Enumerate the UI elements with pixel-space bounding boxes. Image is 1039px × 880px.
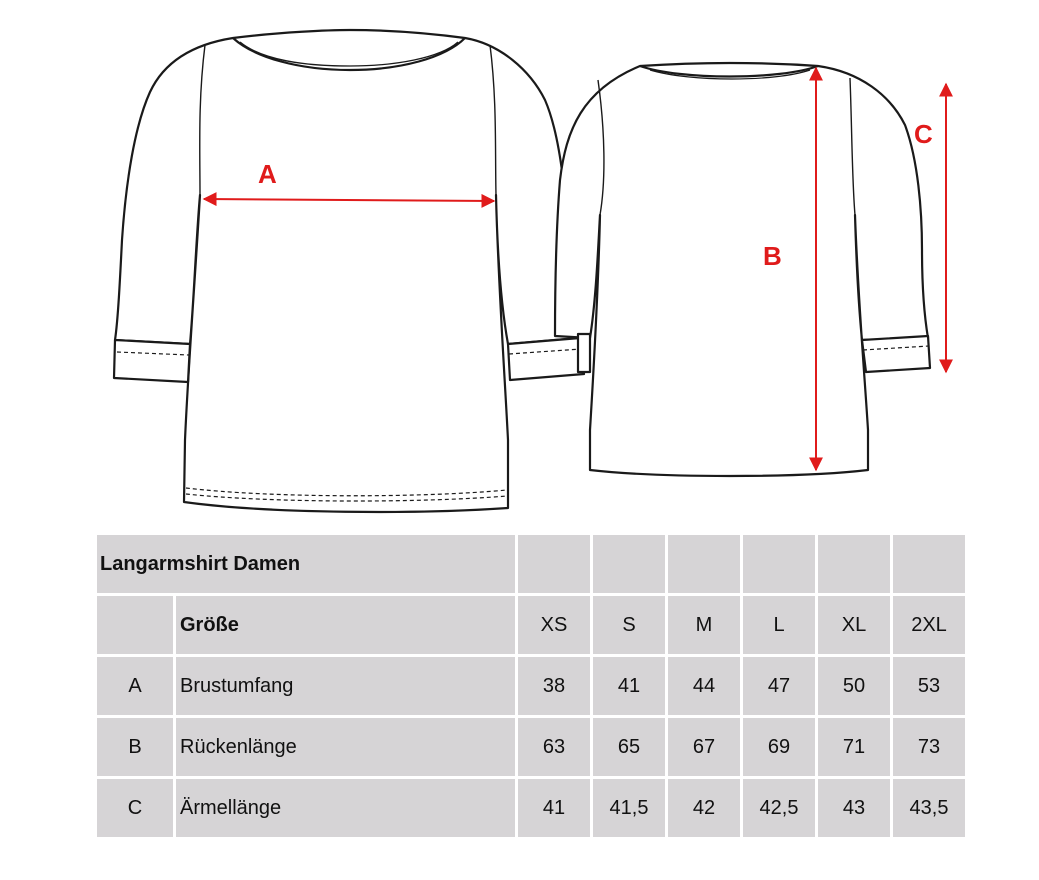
row-value: 50 xyxy=(817,656,892,717)
row-label: Brustumfang xyxy=(175,656,517,717)
row-value: 42,5 xyxy=(742,778,817,839)
back-view-shirt xyxy=(555,63,930,476)
row-label: Rückenlänge xyxy=(175,717,517,778)
row-value: 71 xyxy=(817,717,892,778)
front-view-shirt xyxy=(114,30,584,512)
row-value: 43 xyxy=(817,778,892,839)
row-key: A xyxy=(96,656,175,717)
table-title: Langarmshirt Damen xyxy=(96,534,517,595)
size-l: L xyxy=(742,595,817,656)
size-s: S xyxy=(592,595,667,656)
table-row xyxy=(96,778,967,839)
size-xs: XS xyxy=(517,595,592,656)
row-label: Ärmellänge xyxy=(175,778,517,839)
row-value: 43,5 xyxy=(892,778,967,839)
table-title-row xyxy=(96,534,967,595)
row-key: C xyxy=(96,778,175,839)
row-key: B xyxy=(96,717,175,778)
callout-a: A xyxy=(258,159,277,189)
row-value: 41,5 xyxy=(592,778,667,839)
size-m: M xyxy=(667,595,742,656)
table-header-row xyxy=(96,595,967,656)
row-value: 38 xyxy=(517,656,592,717)
row-value: 44 xyxy=(667,656,742,717)
row-value: 42 xyxy=(667,778,742,839)
size-xl: XL xyxy=(817,595,892,656)
size-2xl: 2XL xyxy=(892,595,967,656)
row-value: 63 xyxy=(517,717,592,778)
table-row xyxy=(96,656,967,717)
callout-b: B xyxy=(763,241,782,271)
row-value: 41 xyxy=(517,778,592,839)
row-value: 73 xyxy=(892,717,967,778)
size-header: Größe xyxy=(175,595,517,656)
row-value: 41 xyxy=(592,656,667,717)
row-value: 65 xyxy=(592,717,667,778)
row-value: 69 xyxy=(742,717,817,778)
row-value: 47 xyxy=(742,656,817,717)
callout-c: C xyxy=(914,119,933,149)
size-table xyxy=(94,532,968,840)
row-value: 67 xyxy=(667,717,742,778)
table-row xyxy=(96,717,967,778)
row-value: 53 xyxy=(892,656,967,717)
